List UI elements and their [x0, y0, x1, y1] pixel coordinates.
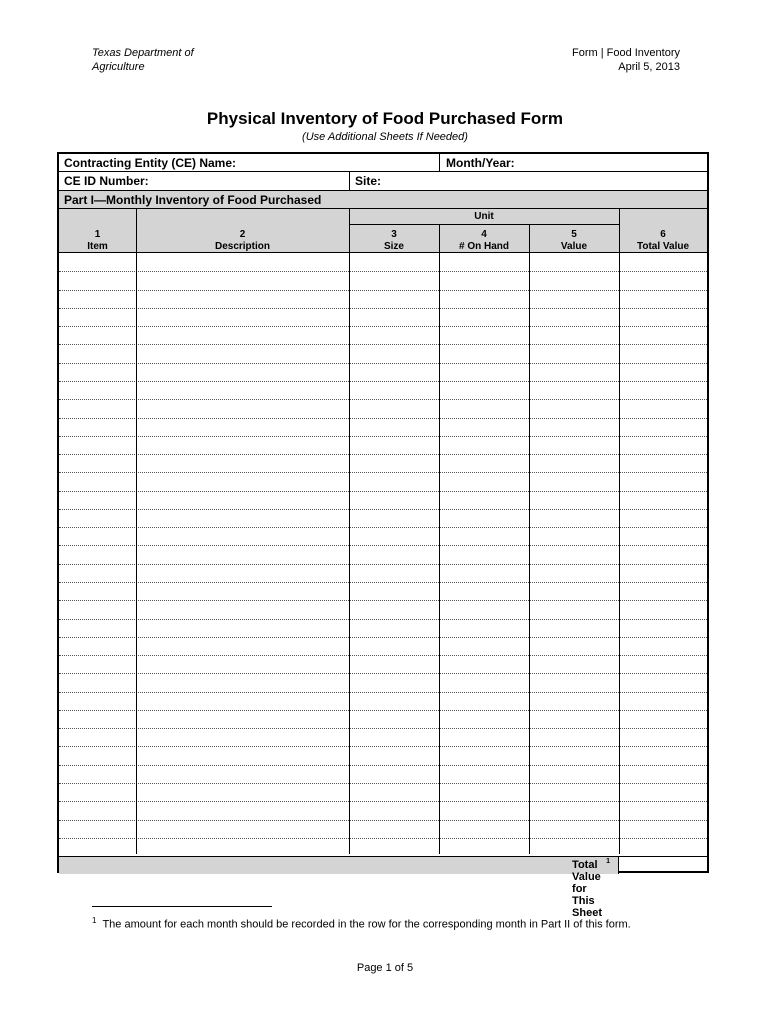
- total-label-text: Total Value for This Sheet: [572, 859, 603, 919]
- col-num: 3: [391, 229, 397, 240]
- unit-group-header: [349, 209, 619, 225]
- table-row: [59, 308, 707, 309]
- table-row: [59, 326, 707, 327]
- total-row: [59, 856, 707, 919]
- table-row: [59, 545, 707, 546]
- table-row: [59, 418, 707, 419]
- total-value-field[interactable]: [620, 857, 707, 874]
- col-header-total-value: [619, 209, 707, 253]
- col-header-size: [349, 225, 439, 253]
- col-name: Description: [214, 241, 270, 252]
- col-num: 5: [571, 229, 577, 240]
- agency-line-2: Agriculture: [92, 61, 145, 73]
- footnote-rule: [92, 906, 272, 907]
- table-row: [59, 399, 707, 400]
- month-year-label: Month/Year:: [446, 156, 515, 170]
- table-row: [59, 710, 707, 711]
- agency-name: [92, 46, 194, 74]
- ce-id-label: CE ID Number:: [64, 174, 149, 188]
- ce-name-label: Contracting Entity (CE) Name:: [64, 156, 237, 170]
- table-row: [59, 381, 707, 382]
- table-row: [59, 655, 707, 656]
- part1-heading: [59, 191, 707, 209]
- table-row: [59, 564, 707, 565]
- col-name: Item: [87, 241, 108, 252]
- table-row: [59, 271, 707, 272]
- column-rule: [136, 209, 137, 854]
- ce-name-row: [59, 154, 707, 172]
- column-rule: [529, 225, 530, 854]
- page-subtitle: (Use Additional Sheets If Needed): [302, 131, 468, 143]
- table-row: [59, 527, 707, 528]
- form-identifier: [572, 46, 680, 74]
- footnote-ref: 1: [606, 858, 610, 865]
- col-name: Value: [560, 241, 588, 252]
- form-name: Form | Food Inventory: [571, 47, 680, 59]
- footnote: [92, 914, 631, 932]
- col-header-on-hand: [439, 225, 529, 253]
- table-row: [59, 600, 707, 601]
- table-row: [59, 363, 707, 364]
- month-year-field[interactable]: [524, 154, 707, 171]
- footnote-text: The amount for each month should be recorded in the row for the corresponding month in Part II of this form.: [102, 918, 631, 931]
- col-name: Size: [383, 241, 404, 252]
- form-date: April 5, 2013: [618, 61, 680, 73]
- page-title: Physical Inventory of Food Purchased Form: [206, 109, 564, 128]
- table-row: [59, 673, 707, 674]
- column-rule: [439, 225, 440, 854]
- site-label: Site:: [355, 174, 382, 188]
- table-row: [59, 491, 707, 492]
- col-num: 2: [239, 229, 246, 240]
- col-name: # On Hand: [458, 241, 509, 252]
- table-row: [59, 344, 707, 345]
- table-row: [59, 838, 707, 839]
- inventory-rows[interactable]: [59, 253, 707, 856]
- table-row: [59, 582, 707, 583]
- site-field[interactable]: [389, 172, 707, 190]
- column-rule: [349, 209, 350, 854]
- table-row: [59, 509, 707, 510]
- divider: [349, 172, 350, 190]
- table-row: [59, 436, 707, 437]
- table-row: [59, 454, 707, 455]
- table-row: [59, 472, 707, 473]
- divider: [439, 154, 440, 171]
- table-row: [59, 801, 707, 802]
- col-header-description: [136, 209, 349, 253]
- total-label-cell: [59, 857, 619, 919]
- col-num: 1: [94, 229, 101, 240]
- table-row: [59, 820, 707, 821]
- table-row: [59, 692, 707, 693]
- table-row: [59, 765, 707, 766]
- col-name: Total Value: [636, 241, 690, 252]
- total-label: [572, 858, 610, 919]
- col-num: 4: [481, 229, 487, 240]
- table-row: [59, 290, 707, 291]
- column-rule: [619, 209, 620, 854]
- unit-label: Unit: [474, 211, 494, 222]
- col-header-item: [59, 209, 136, 253]
- table-row: [59, 637, 707, 638]
- table-row: [59, 619, 707, 620]
- col-num: 6: [660, 229, 666, 240]
- footnote-marker: 1: [92, 916, 97, 925]
- page-number: Page 1 of 5: [356, 962, 414, 974]
- table-row: [59, 783, 707, 784]
- agency-line-1: Texas Department of: [92, 47, 194, 59]
- col-header-value: [529, 225, 619, 253]
- ce-id-field[interactable]: [159, 172, 349, 190]
- ce-name-field[interactable]: [264, 154, 439, 171]
- inventory-form: [57, 152, 709, 919]
- part1-label: Part I—Monthly Inventory of Food Purchased: [64, 193, 322, 207]
- table-row: [59, 746, 707, 747]
- ce-id-row: [59, 172, 707, 191]
- table-row: [59, 728, 707, 729]
